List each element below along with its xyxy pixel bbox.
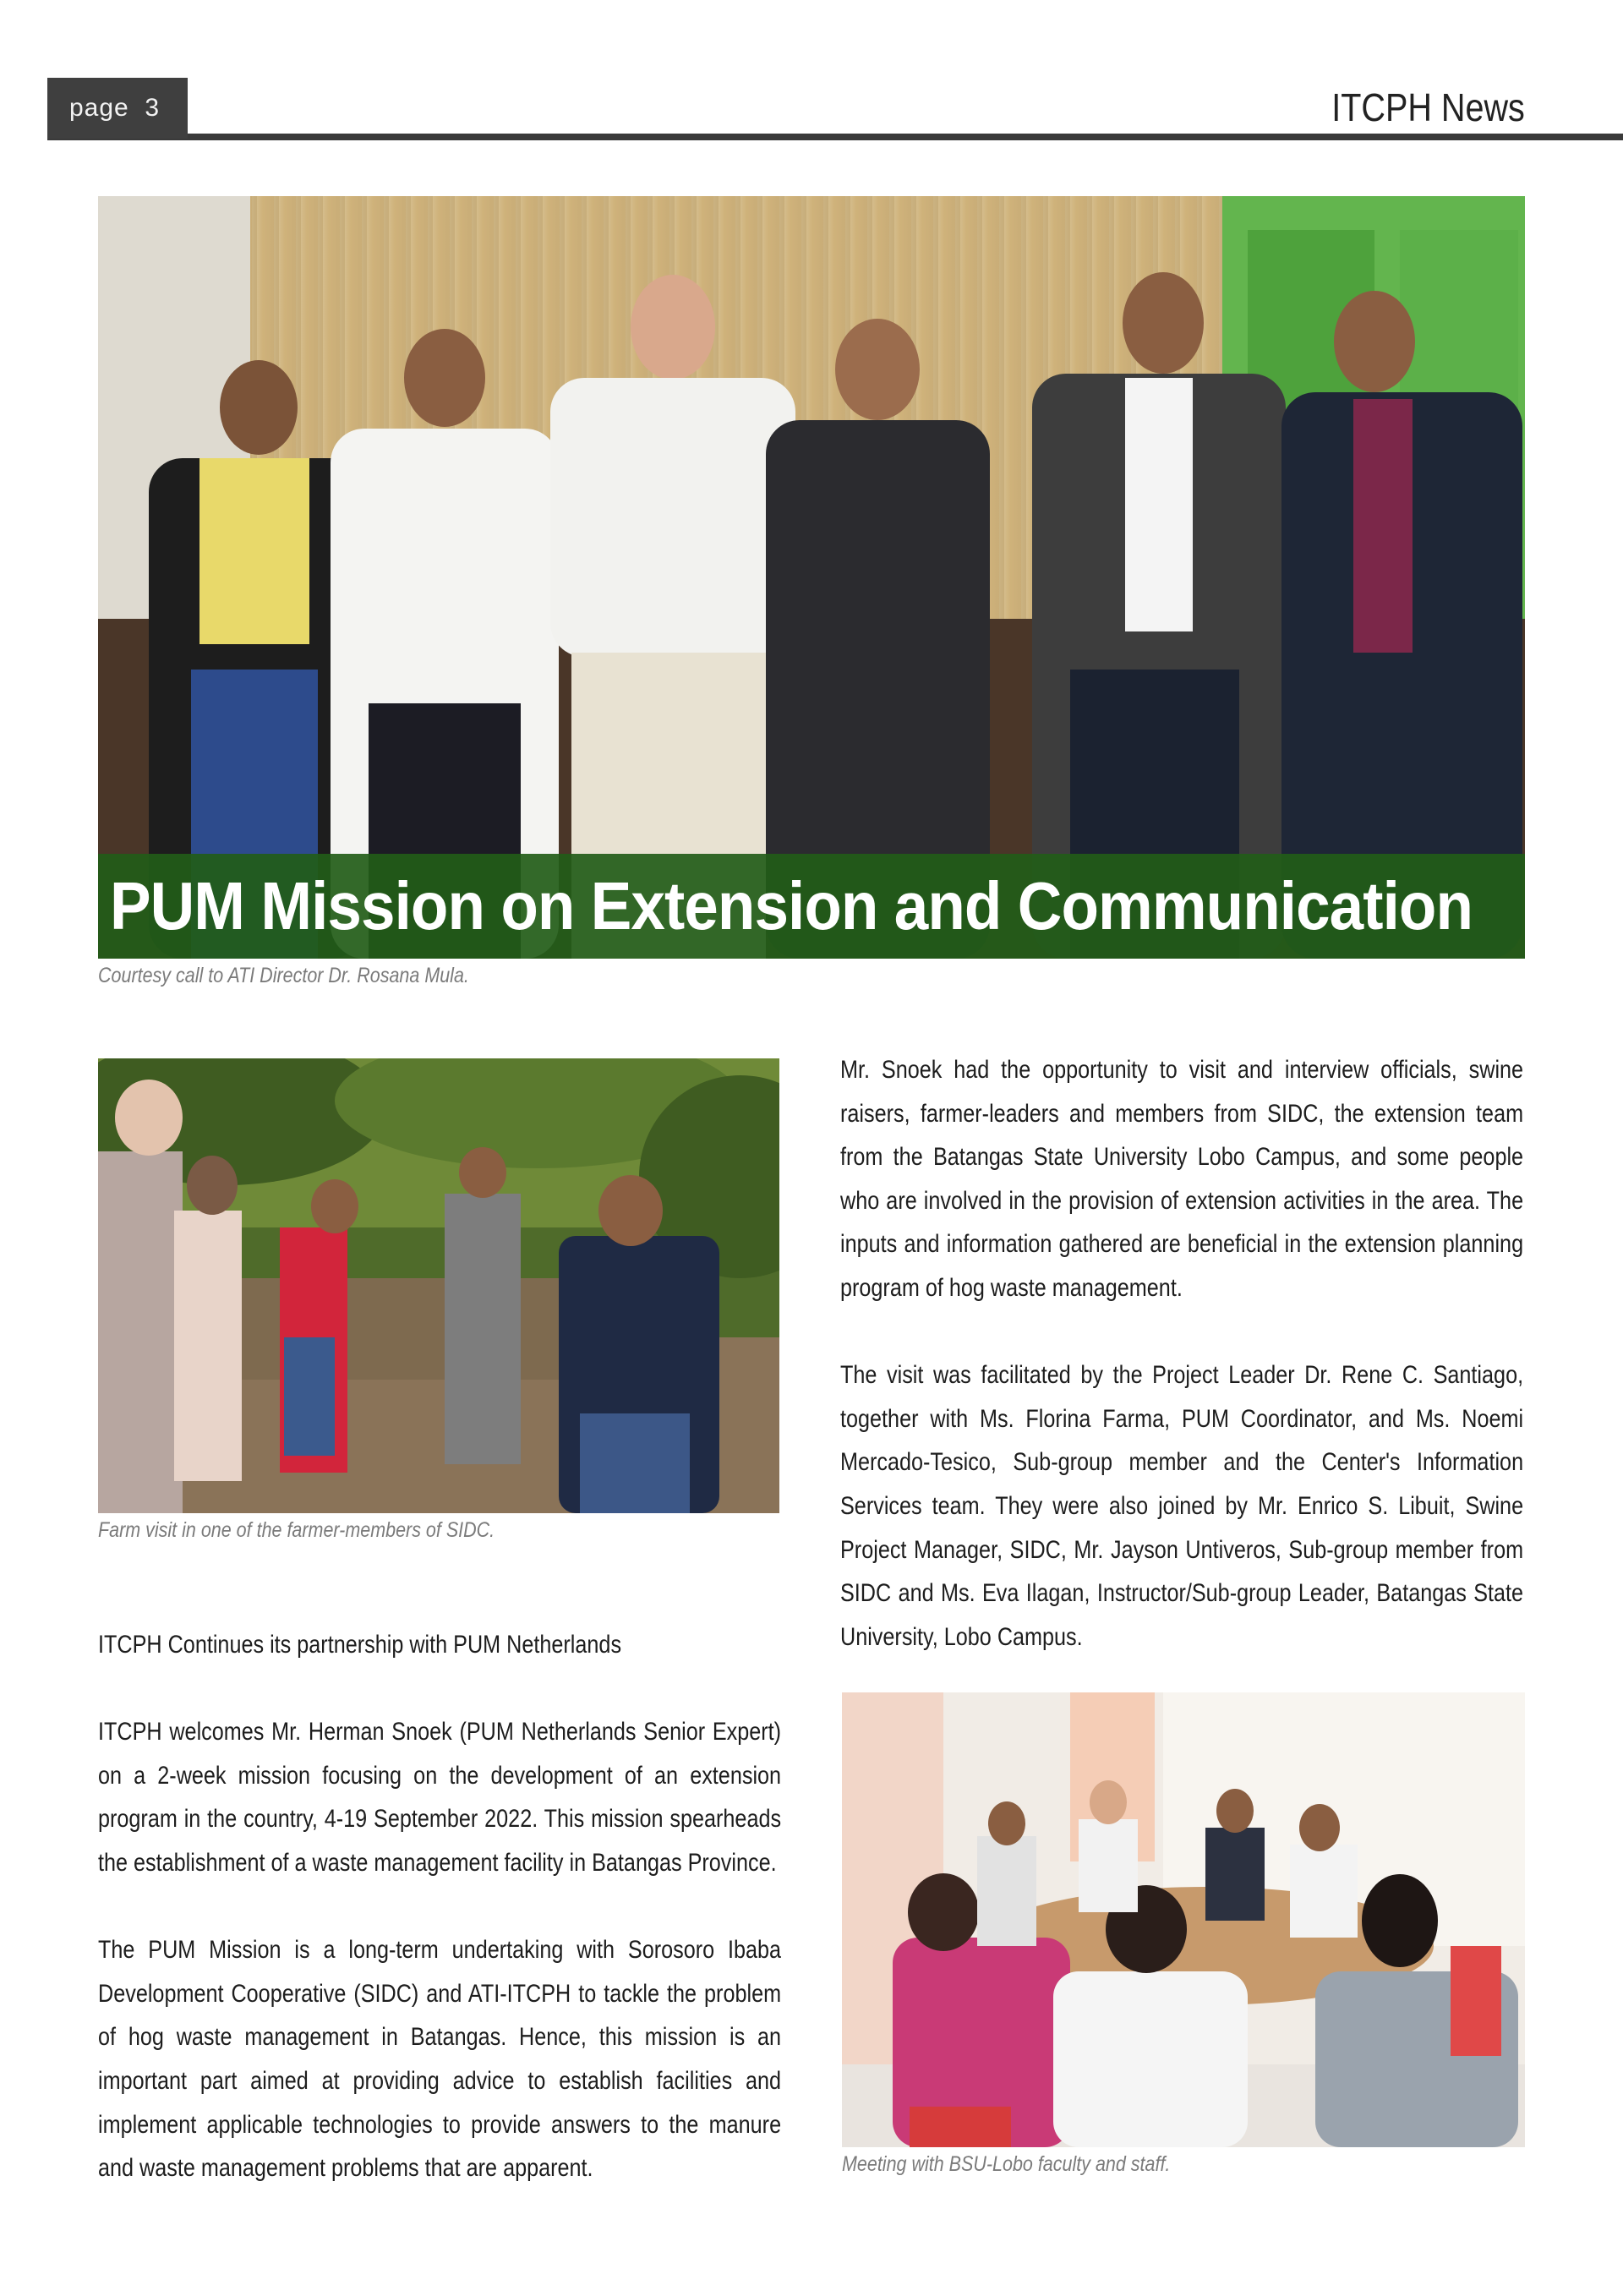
left-text-column — [98, 1623, 911, 2190]
farm-visit-caption: Farm visit in one of the farmer-members of SIDC. — [98, 1518, 495, 1542]
right-text-column — [840, 1048, 1623, 1659]
article-paragraph-3: Mr. Snoek had the opportunity to visit and interview officials, swine raisers, farmer-leaders and members from SIDC, the extension team from the Batangas State University Lobo Campus, and some people who are involved in the provision of extension activities in the area. The inputs and information gathered are beneficial in the extension planning program of hog waste management. — [840, 1056, 1524, 1302]
article-paragraph-4: The visit was facilitated by the Project Leader Dr. Rene C. Santiago, together with Ms. Florina Farma, PUM Coordinator, and Ms. Noemi Mercado-Tesico, Sub-group member and the Center's Information Services team. They were also joined by Mr. Enrico S. Libuit, Swine Project Manager, SIDC, Mr. Jayson Untiveros, Sub-group member from SIDC and Ms. Eva Ilagan, Instructor/Sub-group Leader, Batangas State University, Lobo Campus. — [840, 1361, 1524, 1651]
page-number-label: page 3 — [69, 94, 161, 122]
hero-title: PUM Mission on Extension and Communication — [110, 868, 1473, 943]
hero-photo-caption: Courtesy call to ATI Director Dr. Rosana Mula. — [98, 964, 469, 987]
publication-name: ITCPH News — [1331, 85, 1525, 129]
page-number-tab — [47, 78, 188, 139]
meeting-photo — [842, 1692, 1525, 2147]
hero-group-photo — [98, 196, 1525, 959]
meeting-caption: Meeting with BSU-Lobo faculty and staff. — [842, 2152, 1171, 2176]
article-paragraph-1: ITCPH welcomes Mr. Herman Snoek (PUM Netherlands Senior Expert) on a 2-week mission focusing on the development of an extension program in the country, 4-19 September 2022. This mission spearheads the establishment of a waste management facility in Batangas Province. — [98, 1718, 782, 1877]
farm-visit-photo — [98, 1058, 779, 1513]
article-subheading: ITCPH Continues its partnership with PUM Netherlands — [98, 1631, 622, 1659]
article-paragraph-2: The PUM Mission is a long-term undertaking with Sorosoro Ibaba Development Cooperative (SIDC) and ATI-ITCPH to tackle the problem of hog waste management in Batangas. Hence, this mission is an important part aimed at providing advice to establish facilities and implement applicable technologies to provide answers to the manure and waste management problems that are apparent. — [98, 1936, 782, 2183]
header-rule — [47, 134, 1623, 140]
